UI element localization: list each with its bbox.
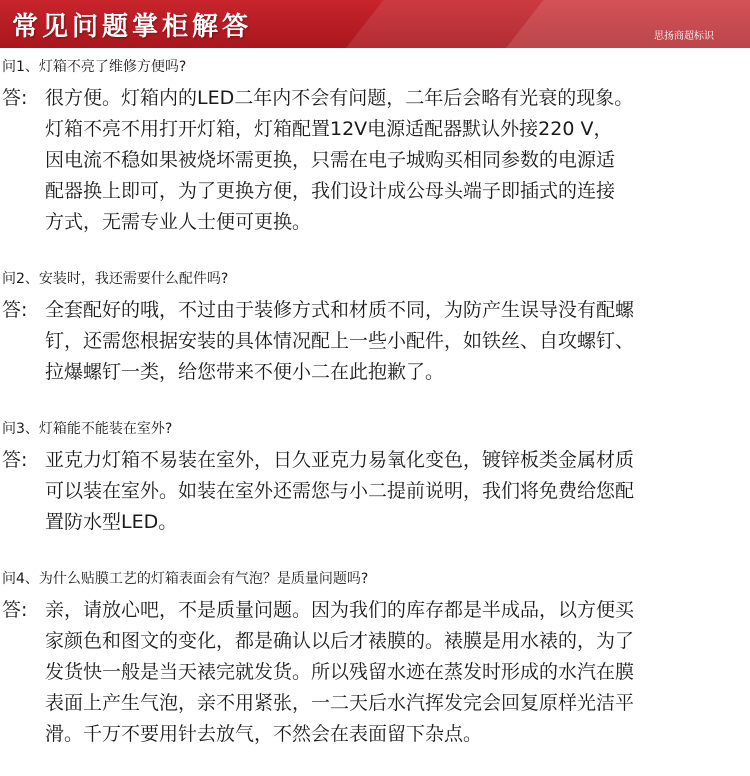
- faq-answer: [0, 295, 750, 388]
- faq-answer: [0, 595, 750, 750]
- answer-line: 拉爆螺钉一类，给您带来不便小二在此抱歉了。: [45, 361, 445, 383]
- faq-item: [0, 264, 750, 388]
- answer-line: 滑。千万不要用针去放气，不然会在表面留下杂点。: [45, 723, 483, 745]
- answer-line: 灯箱不亮不用打开灯箱，灯箱配置12V电源适配器默认外接220 V，: [45, 118, 613, 140]
- answer-line: 家颜色和图文的变化，都是确认以后才裱膜的。裱膜是用水裱的，为了: [45, 630, 635, 652]
- faq-question: 问4、为什么贴膜工艺的灯箱表面会有气泡？是质量问题吗?: [2, 571, 369, 587]
- faq-item: [0, 52, 750, 238]
- answer-label: 答:: [2, 299, 28, 321]
- answer-line: 因电流不稳如果被烧坏需更换，只需在电子城购买相同参数的电源适: [45, 149, 616, 171]
- answer-line: 全套配好的哦，不过由于装修方式和材质不同，为防产生误导没有配螺: [45, 299, 635, 321]
- answer-line: 亚克力灯箱不易装在室外，日久亚克力易氧化变色，镀锌板类金属材质: [45, 449, 635, 471]
- faq-question: 问1、灯箱不亮了维修方便吗?: [2, 59, 187, 75]
- answer-line: 置防水型LED。: [45, 511, 178, 533]
- faq-list: [0, 52, 750, 776]
- answer-line: 表面上产生气泡，亲不用紧张，一二天后水汽挥发完会回复原样光洁平: [45, 692, 635, 714]
- answer-line: 钉，还需您根据安装的具体情况配上一些小配件，如铁丝、自攻螺钉、: [45, 330, 635, 352]
- page-title: 常见问题掌柜解答: [12, 12, 253, 42]
- answer-line: 亲，请放心吧，不是质量问题。因为我们的库存都是半成品，以方便买: [45, 599, 635, 621]
- answer-line: 配器换上即可，为了更换方便，我们设计成公母头端子即插式的连接: [45, 180, 616, 202]
- header-banner: [0, 0, 750, 48]
- faq-answer: [0, 445, 750, 538]
- answer-label: 答:: [2, 449, 28, 471]
- answer-line: 发货快一般是当天裱完就发货。所以残留水迹在蒸发时形成的水汽在膜: [45, 661, 635, 683]
- faq-item: [0, 564, 750, 750]
- answer-line: 可以装在室外。如装在室外还需您与小二提前说明，我们将免费给您配: [45, 480, 635, 502]
- answer-label: 答:: [2, 599, 28, 621]
- faq-answer: [0, 83, 750, 238]
- answer-line: 很方便。灯箱内的LED二年内不会有问题，二年后会略有光衰的现象。: [45, 87, 634, 109]
- faq-question: 问3、灯箱能不能装在室外?: [2, 421, 173, 437]
- faq-question: 问2、安装时，我还需要什么配件吗?: [2, 271, 229, 287]
- faq-item: [0, 414, 750, 538]
- answer-label: 答:: [2, 87, 28, 109]
- answer-line: 方式，无需专业人士便可更换。: [45, 211, 312, 233]
- brand-label: 思扬商超标识: [654, 31, 714, 42]
